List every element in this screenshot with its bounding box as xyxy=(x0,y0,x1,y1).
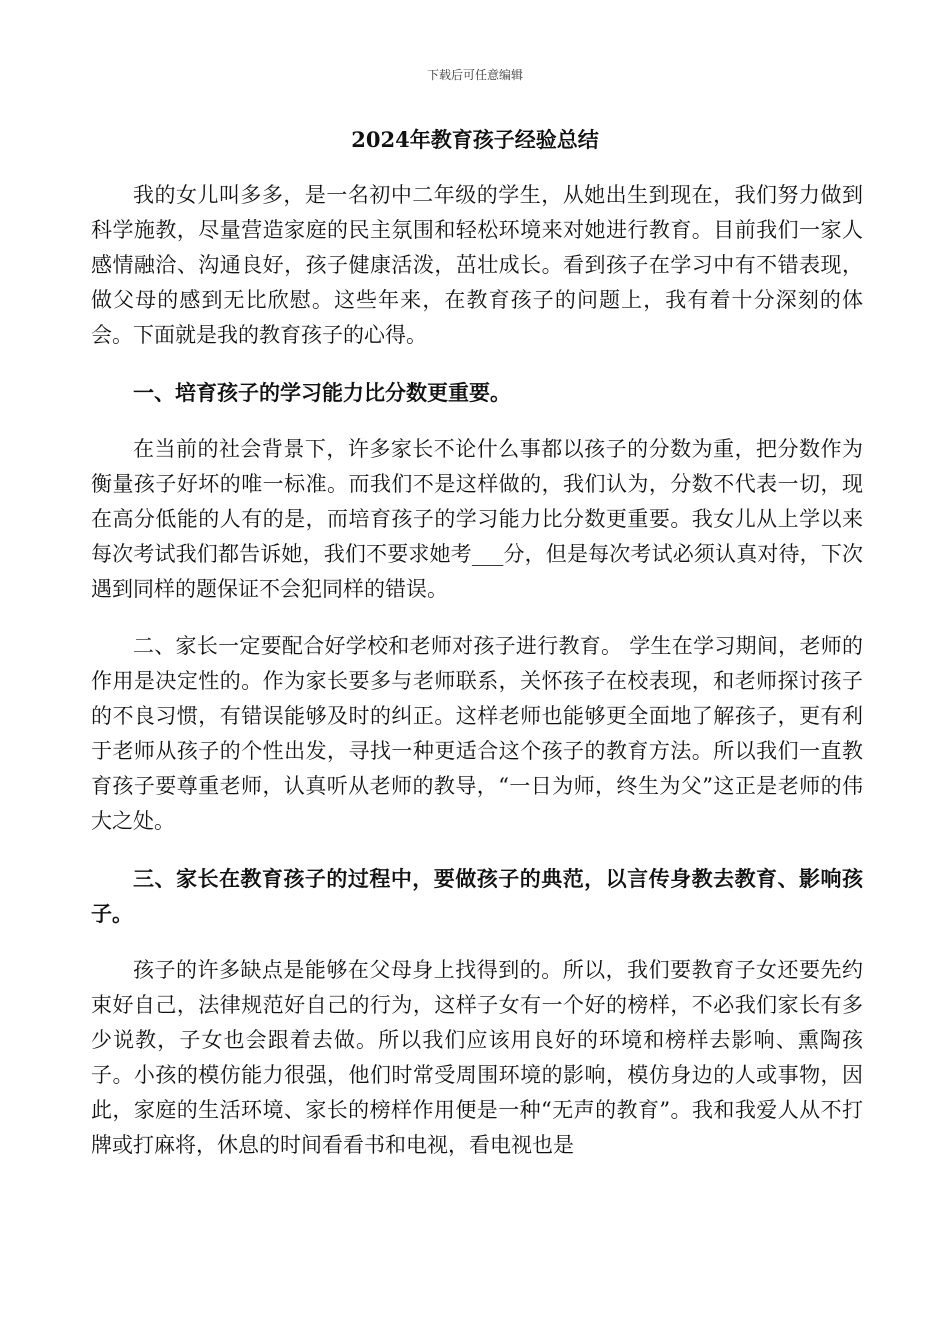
section-heading-1: 一、培育孩子的学习能力比分数更重要。 xyxy=(133,380,511,405)
paragraph-intro: 我的女儿叫多多，是一名初中二年级的学生，从她出生到现在，我们努力做到科学施教，尽量营造家庭的民主氛围和轻松环境来对她进行教育。目前我们一家人感情融洽、沟通良好，孩子健康活泼，茁壮成长。看到孩子在学习中有不错表现，做父母的感到无比欣慰。这些年来，在教育孩子的问题上，我有着十分深刻的体会。下面就是我的教育孩子的心得。 xyxy=(91,183,863,347)
paragraph-section-3: 孩子的许多缺点是能够在父母身上找得到的。所以，我们要教育子女还要先约束好自己，法律规范好自己的行为，这样子女有一个好的榜样，不必我们家长有多少说教，子女也会跟着去做。所以我们应该用良好的环境和榜样去影响、熏陶孩子。小孩的模仿能力很强，他们时常受周围环境的影响，模仿身边的人或事物，因此，家庭的生活环境、家长的榜样作用便是一种“无声的教育”。我和我爱人从不打牌或打麻将，休息的时间看看书和电视，看电视也是 xyxy=(91,958,863,1157)
document-title: 2024年教育孩子经验总结 xyxy=(351,127,599,152)
header-note: 下载后可任意编辑 xyxy=(426,68,523,82)
section-heading-3: 三、家长在教育孩子的过程中，要做孩子的典范，以言传身教去教育、影响孩子。 xyxy=(91,866,863,926)
paragraph-section-1: 在当前的社会背景下，许多家长不论什么事都以孩子的分数为重，把分数作为衡量孩子好坏的唯一标准。而我们不是这样做的，我们认为，分数不代表一切，现在高分低能的人有的是，而培育孩子的学习能力比分数更重要。我女儿从上学以来每次考试我们都告诉她，我们不要求她考___分，但是每次考试必须认真对待，下次遇到同样的题保证不会犯同样的错误。 xyxy=(91,437,863,601)
paragraph-section-2: 二、家长一定要配合好学校和老师对孩子进行教育。 学生在学习期间，老师的作用是决定性的。作为家长要多与老师联系，关怀孩子在校表现，和老师探讨孩子的不良习惯，有错误能够及时的纠正。这样老师也能够更全面地了解孩子，更有利于老师从孩子的个性出发，寻找一种更适合这个孩子的教育方法。所以我们一直教育孩子要尊重老师，认真听从老师的教导，“一日为师，终生为父”这正是老师的伟大之处。 xyxy=(91,634,863,833)
document-body xyxy=(91,178,863,1163)
